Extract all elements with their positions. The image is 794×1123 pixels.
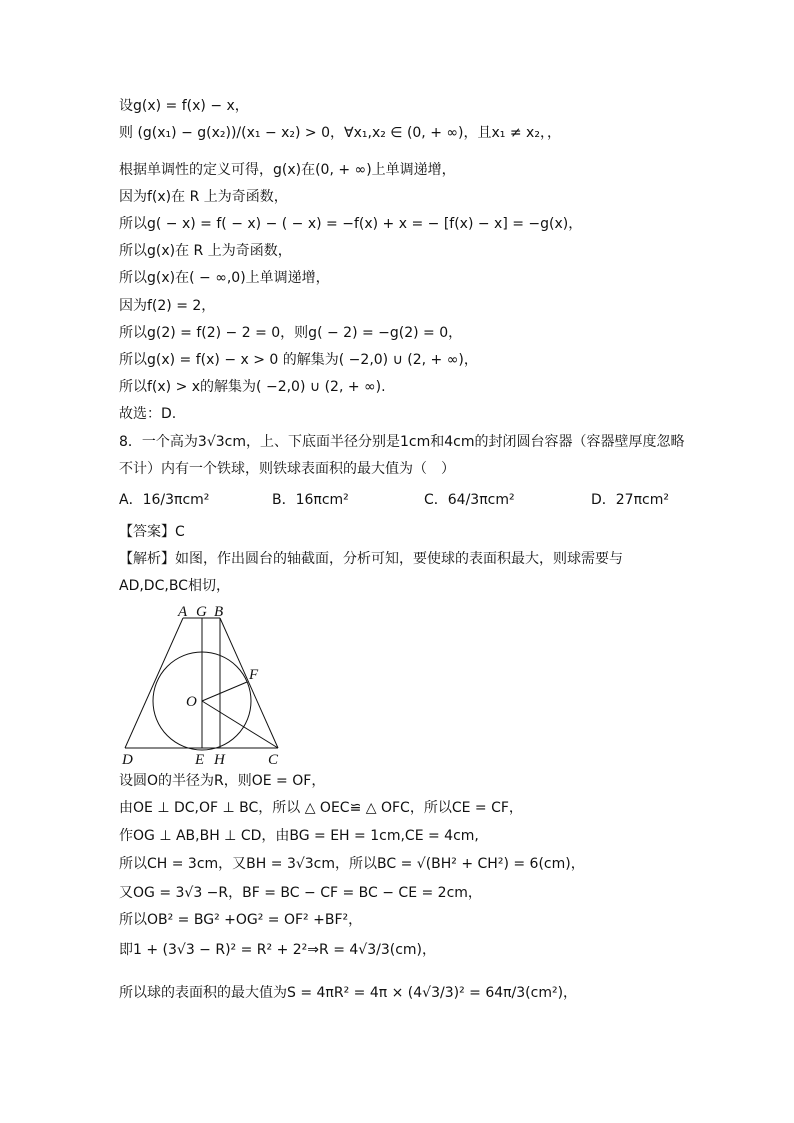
option-a: A．16/3πcm²: [119, 492, 210, 508]
question-8-line: 8．一个高为3√3cm，上、下底面半径分别是1cm和4cm的封闭圆台容器（容器壁厚度忽略: [119, 434, 685, 450]
analysis-line: 【解析】如图，作出圆台的轴截面，分析可知，要使球的表面积最大，则球需要与: [119, 551, 623, 567]
text-line: 所以f(x) > x的解集为( −2,0) ∪ (2, + ∞).: [119, 379, 386, 395]
text-line: 因为f(2) = 2，: [119, 298, 216, 314]
edge-BC: [220, 618, 278, 748]
answer-line: 【答案】C: [119, 524, 185, 540]
option-d: D．27πcm²: [591, 492, 669, 508]
label-A: A: [178, 604, 188, 620]
label-H: H: [214, 752, 225, 768]
text-line: 所以g(x)在 R 上为奇函数，: [119, 243, 292, 259]
solution-line: 所以CH = 3cm，又BH = 3√3cm，所以BC = √(BH² + CH²) = 6(cm)，: [119, 856, 585, 872]
text-line: 因为f(x)在 R 上为奇函数，: [119, 189, 288, 205]
segment-OF: [202, 682, 247, 701]
solution-line: 所以球的表面积的最大值为S = 4πR² = 4π × (4√3/3)² = 64π/3(cm²)，: [119, 985, 578, 1001]
frustum-cross-section-figure: [110, 598, 300, 770]
label-D: D: [122, 752, 133, 768]
solution-line: 所以OB² = BG² +OG² = OF² +BF²，: [119, 912, 363, 928]
text-line: 所以g(2) = f(2) − 2 = 0，则g( − 2) = −g(2) = 0，: [119, 325, 463, 341]
label-G: G: [196, 604, 207, 620]
option-b: B．16πcm²: [272, 492, 349, 508]
segment-OC: [202, 701, 278, 748]
analysis-line: AD,DC,BC相切，: [119, 578, 230, 594]
text-line: 所以g(x) = f(x) − x > 0 的解集为( −2,0) ∪ (2, + ∞)，: [119, 352, 478, 368]
text-line: 所以g( − x) = f( − x) − ( − x) = −f(x) + x = − [f(x) − x] = −g(x)，: [119, 216, 583, 232]
solution-line: 作OG ⊥ AB,BH ⊥ CD，由BG = EH = 1cm,CE = 4cm,: [119, 828, 479, 844]
text-line: 故选：D.: [119, 406, 177, 422]
text-line: 所以g(x)在( − ∞,0)上单调递增，: [119, 270, 330, 286]
text-line: 根据单调性的定义可得，g(x)在(0, + ∞)上单调递增，: [119, 162, 456, 178]
solution-line: 设圆O的半径为R，则OE = OF，: [119, 773, 326, 789]
label-C: C: [268, 752, 279, 768]
solution-line: 即1 + (3√3 − R)² = R² + 2²⇒R = 4√3/3(cm)，: [119, 942, 436, 958]
label-O: O: [186, 694, 197, 710]
label-F: F: [249, 667, 259, 683]
edge-AD: [125, 618, 183, 748]
question-8-line: 不计）内有一个铁球，则铁球表面积的最大值为（ ）: [119, 461, 455, 477]
text-line: 设g(x) = f(x) − x，: [119, 98, 249, 114]
label-E: E: [195, 752, 205, 768]
label-B: B: [214, 604, 224, 620]
solution-line: 由OE ⊥ DC,OF ⊥ BC，所以 △ OEC≌ △ OFC，所以CE = CF，: [119, 800, 523, 816]
text-line: 则 (g(x₁) − g(x₂))/(x₁ − x₂) > 0，∀x₁,x₂ ∈ (0, + ∞)，且x₁ ≠ x₂，，: [119, 125, 561, 141]
solution-line: 又OG = 3√3 −R，BF = BC − CF = BC − CE = 2cm，: [119, 885, 482, 901]
option-c: C．64/3πcm²: [424, 492, 515, 508]
